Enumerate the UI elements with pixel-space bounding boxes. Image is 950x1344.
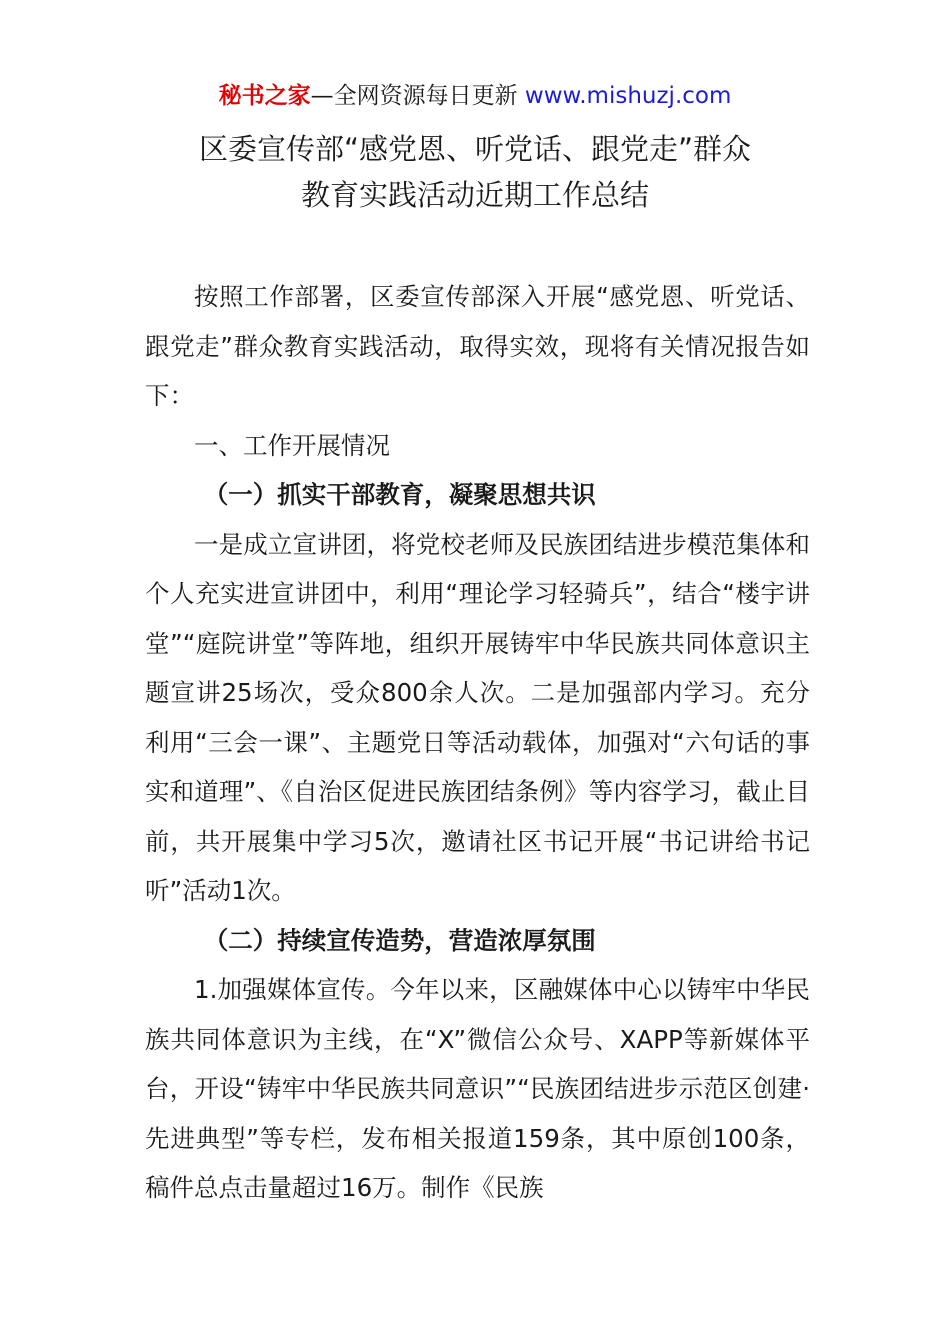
intro-paragraph: 按照工作部署，区委宣传部深入开展“感党恩、听党话、跟党走”群众教育实践活动，取得实效，现将有关情况报告如下： <box>145 282 810 410</box>
subsection-heading-1: （一）抓实干部教育，凝聚思想共识 <box>203 480 596 509</box>
document-title <box>0 126 950 218</box>
title-line-1: 区委宣传部“感党恩、听党话、跟党走”群众 <box>198 132 752 166</box>
site-banner <box>0 80 950 112</box>
subsection-2-paragraph: 1.加强媒体宣传。今年以来，区融媒体中心以铸牢中华民族共同体意识为主线，在“X”微信公众号、XAPP等新媒体平台，开设“铸牢中华民族共同意识”“民族团结进步示范区创建·先进典型”等专栏，发布相关报道159条，其中原创100条，稿件总点击量超过16万。制作《民族 <box>145 975 810 1202</box>
banner-url-link[interactable]: www.mishuzj.com <box>524 83 732 109</box>
title-line-2: 教育实践活动近期工作总结 <box>300 178 649 212</box>
section-heading: 一、工作开展情况 <box>194 430 390 460</box>
banner-slogan: —全网资源每日更新 <box>310 83 518 109</box>
subsection-heading-2: （二）持续宣传造势，营造浓厚氛围 <box>203 925 596 955</box>
banner-brand: 秘书之家 <box>218 83 311 109</box>
subsection-1-paragraph: 一是成立宣讲团，将党校老师及民族团结进步模范集体和个人充实进宣讲团中，利用“理论学习轻骑兵”，结合“楼宇讲堂”“庭院讲堂”等阵地，组织开展铸牢中华民族共同体意识主题宣讲25场次，受众800余人次。二是加强部内学习。充分利用“三会一课”、主题党日等活动载体，加强对“六句话的事实和道理”、《自治区促进民族团结条例》等内容学习，截止目前，共开展集中学习5次，邀请社区书记开展“书记讲给书记听”活动1次。 <box>145 529 810 905</box>
document-body <box>145 272 810 1213</box>
